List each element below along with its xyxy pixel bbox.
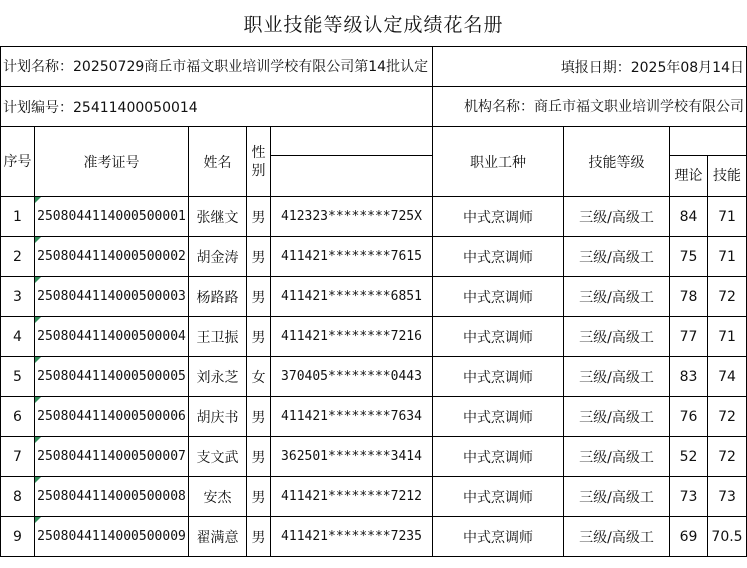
row-id-number: 411421********7615	[271, 237, 433, 277]
row-id-number: 411421********6851	[271, 277, 433, 317]
cell-marker-icon	[35, 237, 41, 243]
row-seq: 3	[1, 277, 35, 317]
row-id-number: 412323********725X	[271, 197, 433, 237]
header-id-blank	[271, 127, 433, 156]
row-theory-score: 73	[670, 477, 708, 517]
table-row	[1, 357, 747, 397]
row-seq: 8	[1, 477, 35, 517]
row-skill-score: 71	[708, 317, 747, 357]
table-row	[1, 477, 747, 517]
cell-marker-icon	[35, 517, 41, 523]
row-seq: 6	[1, 397, 35, 437]
row-skill-score: 70.5	[708, 517, 747, 557]
row-ticket	[35, 317, 189, 357]
table-row	[1, 277, 747, 317]
header-id-blank-lower	[271, 156, 433, 197]
row-name: 安杰	[189, 477, 247, 517]
table-row	[1, 517, 747, 557]
row-level: 三级/高级工	[564, 437, 670, 477]
row-gender: 男	[247, 437, 271, 477]
ticket-text: 2508044114000500009	[37, 529, 186, 544]
row-occupation: 中式烹调师	[433, 397, 564, 437]
row-name: 张继文	[189, 197, 247, 237]
row-skill-score: 73	[708, 477, 747, 517]
plan-number: 计划编号：25411400050014	[1, 87, 433, 127]
row-level: 三级/高级工	[564, 277, 670, 317]
cell-marker-icon	[35, 437, 41, 443]
header-gender: 性别	[247, 127, 271, 197]
row-seq: 1	[1, 197, 35, 237]
row-gender: 男	[247, 277, 271, 317]
row-skill-score: 71	[708, 197, 747, 237]
row-id-number: 370405********0443	[271, 357, 433, 397]
row-seq: 7	[1, 437, 35, 477]
header-score-blank	[670, 127, 747, 156]
ticket-text: 2508044114000500002	[37, 249, 186, 264]
row-occupation: 中式烹调师	[433, 317, 564, 357]
row-id-number: 411421********7634	[271, 397, 433, 437]
row-theory-score: 77	[670, 317, 708, 357]
row-theory-score: 83	[670, 357, 708, 397]
row-id-number: 411421********7235	[271, 517, 433, 557]
document-title: 职业技能等级认定成绩花名册	[243, 13, 504, 36]
ticket-text: 2508044114000500001	[37, 209, 186, 224]
row-theory-score: 75	[670, 237, 708, 277]
ticket-text: 2508044114000500004	[37, 329, 186, 344]
row-level: 三级/高级工	[564, 517, 670, 557]
row-theory-score: 78	[670, 277, 708, 317]
row-gender: 男	[247, 477, 271, 517]
row-skill-score: 72	[708, 397, 747, 437]
cell-marker-icon	[35, 477, 41, 483]
row-level: 三级/高级工	[564, 197, 670, 237]
row-name: 胡金涛	[189, 237, 247, 277]
cell-marker-icon	[35, 197, 41, 203]
row-theory-score: 69	[670, 517, 708, 557]
row-name: 刘永芝	[189, 357, 247, 397]
row-seq: 4	[1, 317, 35, 357]
header-ticket: 准考证号	[35, 127, 189, 197]
row-seq: 9	[1, 517, 35, 557]
cell-marker-icon	[35, 397, 41, 403]
row-skill-score: 72	[708, 437, 747, 477]
row-level: 三级/高级工	[564, 397, 670, 437]
row-occupation: 中式烹调师	[433, 357, 564, 397]
row-ticket	[35, 397, 189, 437]
row-theory-score: 52	[670, 437, 708, 477]
row-ticket	[35, 237, 189, 277]
cell-marker-icon	[35, 317, 41, 323]
cell-marker-icon	[35, 357, 41, 363]
row-gender: 男	[247, 397, 271, 437]
row-name: 胡庆书	[189, 397, 247, 437]
row-name: 王卫振	[189, 317, 247, 357]
header-skill: 技能	[708, 156, 747, 197]
ticket-text: 2508044114000500003	[37, 289, 186, 304]
row-occupation: 中式烹调师	[433, 517, 564, 557]
row-theory-score: 76	[670, 397, 708, 437]
row-seq: 2	[1, 237, 35, 277]
row-id-number: 362501********3414	[271, 437, 433, 477]
cell-marker-icon	[35, 277, 41, 283]
row-occupation: 中式烹调师	[433, 237, 564, 277]
row-id-number: 411421********7216	[271, 317, 433, 357]
row-seq: 5	[1, 357, 35, 397]
org-name: 机构名称：商丘市福文职业培训学校有限公司	[433, 87, 747, 127]
header-seq: 序号	[1, 127, 35, 197]
row-ticket	[35, 357, 189, 397]
row-name: 支文武	[189, 437, 247, 477]
row-skill-score: 72	[708, 277, 747, 317]
row-occupation: 中式烹调师	[433, 197, 564, 237]
row-name: 翟满意	[189, 517, 247, 557]
row-theory-score: 84	[670, 197, 708, 237]
roster-table	[0, 46, 747, 557]
row-gender: 男	[247, 197, 271, 237]
row-ticket	[35, 277, 189, 317]
header-theory: 理论	[670, 156, 708, 197]
ticket-text: 2508044114000500005	[37, 369, 186, 384]
fill-date: 填报日期：2025年08月14日	[433, 47, 747, 87]
row-gender: 男	[247, 237, 271, 277]
row-occupation: 中式烹调师	[433, 277, 564, 317]
ticket-text: 2508044114000500007	[37, 449, 186, 464]
row-occupation: 中式烹调师	[433, 477, 564, 517]
row-level: 三级/高级工	[564, 477, 670, 517]
table-row	[1, 237, 747, 277]
table-row	[1, 437, 747, 477]
row-skill-score: 71	[708, 237, 747, 277]
plan-name: 计划名称：20250729商丘市福文职业培训学校有限公司第14批认定	[1, 47, 433, 87]
table-row	[1, 397, 747, 437]
row-level: 三级/高级工	[564, 357, 670, 397]
row-ticket	[35, 437, 189, 477]
row-ticket	[35, 477, 189, 517]
row-gender: 男	[247, 517, 271, 557]
table-row	[1, 197, 747, 237]
header-name: 姓名	[189, 127, 247, 197]
header-level: 技能等级	[564, 127, 670, 197]
table-row	[1, 317, 747, 357]
row-occupation: 中式烹调师	[433, 437, 564, 477]
row-skill-score: 74	[708, 357, 747, 397]
row-gender: 男	[247, 317, 271, 357]
row-gender: 女	[247, 357, 271, 397]
ticket-text: 2508044114000500006	[37, 409, 186, 424]
row-ticket	[35, 517, 189, 557]
ticket-text: 2508044114000500008	[37, 489, 186, 504]
row-id-number: 411421********7212	[271, 477, 433, 517]
row-level: 三级/高级工	[564, 237, 670, 277]
header-occupation: 职业工种	[433, 127, 564, 197]
row-name: 杨路路	[189, 277, 247, 317]
row-ticket	[35, 197, 189, 237]
row-level: 三级/高级工	[564, 317, 670, 357]
